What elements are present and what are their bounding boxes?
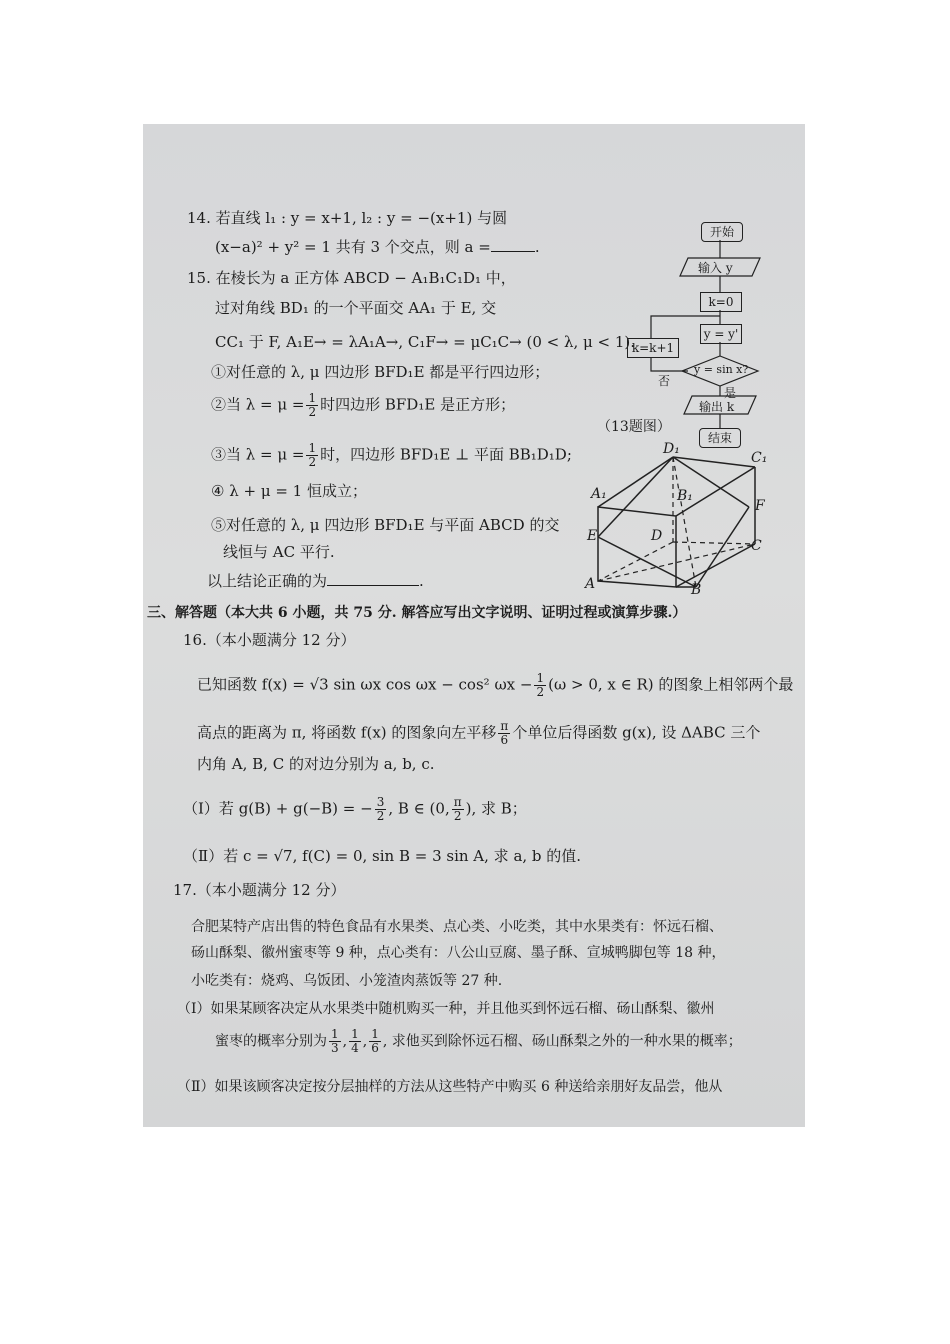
q17-para2: 砀山酥梨、徽州蜜枣等 9 种，点心类有：八公山豆腐、墨子酥、宣城鸭脚包等 18 种， bbox=[191, 945, 726, 961]
flowchart-yes-label: 是 bbox=[724, 386, 737, 400]
vertex-label: F bbox=[755, 498, 765, 514]
vertex-label: A₁ bbox=[591, 486, 607, 502]
q16-para1: 已知函数 f(x) = √3 sin ωx cos ωx − cos² ωx − $\frac{1}{2}$ (ω > 0, x ∈ R) 的图象上相邻两个最 bbox=[197, 671, 794, 699]
flowchart-caption: （13题图） bbox=[597, 419, 671, 435]
vertex-label: C bbox=[751, 538, 762, 554]
flowchart-init: k=0 bbox=[700, 292, 742, 312]
flowchart-condition: y = sin x? bbox=[694, 363, 749, 376]
flowchart-input: 输入 y bbox=[698, 261, 733, 275]
q17-para3: 小吃类有：烧鸡、乌饭团、小笼渣肉蒸饭等 27 种. bbox=[191, 973, 503, 989]
q14-line1: 14. 若直线 l₁ : y = x+1, l₂ : y = −(x+1) 与圆 bbox=[187, 209, 508, 227]
fraction-half: $\frac{1}{2}$ bbox=[536, 671, 545, 699]
scanned-page bbox=[143, 124, 805, 1127]
flowchart-output: 输出 k bbox=[699, 400, 735, 414]
q15-line3: CC₁ 于 F, A₁E→ = λA₁A→, C₁F→ = μC₁C→ (0 < λ, μ < 1). bbox=[215, 333, 636, 351]
fraction-half: $\frac{1}{2}$ bbox=[308, 391, 317, 419]
q16-part-i: （Ⅰ）若 g(B) + g(−B) = − $\frac{3}{2}$ , B ∈ (0, $\frac{\pi}{2}$ ), 求 B； bbox=[183, 795, 527, 823]
q16-para2: 高点的距离为 π, 将函数 f(x) 的图象向左平移 $\frac{\pi}{6}$ 个单位后得函数 g(x), 设 ΔABC 三个 bbox=[197, 719, 761, 747]
q17-title: 17.（本小题满分 12 分） bbox=[173, 881, 346, 899]
q15-statement-5b: 线恒与 AC 平行. bbox=[223, 543, 335, 561]
fraction-pi-over-2: $\frac{\pi}{2}$ bbox=[453, 795, 462, 823]
q16-para3: 内角 A, B, C 的对边分别为 a, b, c. bbox=[197, 755, 435, 773]
flowchart-start: 开始 bbox=[701, 222, 743, 242]
fraction-one-quarter: $\frac{1}{4}$ bbox=[351, 1027, 359, 1055]
flowchart-no-label: 否 bbox=[658, 374, 671, 388]
fraction-pi-over-6: $\frac{\pi}{6}$ bbox=[500, 719, 509, 747]
q15-statement-4: ④ λ + μ = 1 恒成立； bbox=[211, 482, 367, 500]
vertex-label: D₁ bbox=[663, 441, 680, 457]
q17-part-i-line2: 蜜枣的概率分别为 $\frac{1}{3}$ , $\frac{1}{4}$ , $\frac{1}{6}$ , 求他买到除怀远石榴、砀山酥梨之外的一种水果的概率； bbox=[215, 1027, 742, 1055]
vertex-label: B bbox=[691, 582, 702, 598]
flowchart-end: 结束 bbox=[699, 428, 741, 448]
flowchart-assign: y = y' bbox=[700, 324, 742, 344]
q15-statement-3: ③当 λ = μ = $\frac{1}{2}$ 时，四边形 BFD₁E ⊥ 平面 BB₁D₁D; bbox=[211, 441, 572, 469]
fraction-three-halves: $\frac{3}{2}$ bbox=[376, 795, 385, 823]
fraction-one-sixth: $\frac{1}{6}$ bbox=[371, 1027, 379, 1055]
flowchart-increment: k=k+1 bbox=[627, 338, 679, 358]
vertex-label: A bbox=[585, 576, 596, 592]
q16-part-ii: （Ⅱ）若 c = √7, f(C) = 0, sin B = 3 sin A, 求 a, b 的值. bbox=[183, 847, 582, 865]
q15-line1: 15. 在棱长为 a 正方体 ABCD − A₁B₁C₁D₁ 中， bbox=[187, 269, 516, 287]
fraction-half: $\frac{1}{2}$ bbox=[308, 441, 317, 469]
q15-conclusion: 以上结论正确的为 . bbox=[207, 572, 424, 590]
fraction-one-third: $\frac{1}{3}$ bbox=[331, 1027, 339, 1055]
section-heading: 三、解答题（本大共 6 小题，共 75 分. 解答应写出文字说明、证明过程或演算步骤.） bbox=[147, 605, 687, 621]
q17-para1: 合肥某特产店出售的特色食品有水果类、点心类、小吃类，其中水果类有：怀远石榴、 bbox=[191, 919, 723, 935]
q14-line2: (x−a)² + y² = 1 共有 3 个交点，则 a = . bbox=[215, 238, 540, 256]
q15-statement-2: ②当 λ = μ = $\frac{1}{2}$ 时四边形 BFD₁E 是正方形； bbox=[211, 391, 516, 419]
q15-line2: 过对角线 BD₁ 的一个平面交 AA₁ 于 E, 交 bbox=[215, 299, 497, 317]
q17-part-ii: （Ⅱ）如果该顾客决定按分层抽样的方法从这些特产中购买 6 种送给亲朋好友品尝，他从 bbox=[177, 1079, 723, 1095]
vertex-label: C₁ bbox=[751, 450, 768, 466]
vertex-label: B₁ bbox=[677, 488, 693, 504]
q15-statement-1: ①对任意的 λ, μ 四边形 BFD₁E 都是平行四边形； bbox=[211, 363, 550, 381]
q17-part-i-line1: （Ⅰ）如果某顾客决定从水果类中随机购买一种，并且他买到怀远石榴、砀山酥梨、徽州 bbox=[177, 1001, 715, 1017]
vertex-label: E bbox=[587, 528, 598, 544]
vertex-label: D bbox=[651, 528, 663, 544]
q16-title: 16.（本小题满分 12 分） bbox=[183, 631, 356, 649]
q15-statement-5a: ⑤对任意的 λ, μ 四边形 BFD₁E 与平面 ABCD 的交 bbox=[211, 516, 560, 534]
